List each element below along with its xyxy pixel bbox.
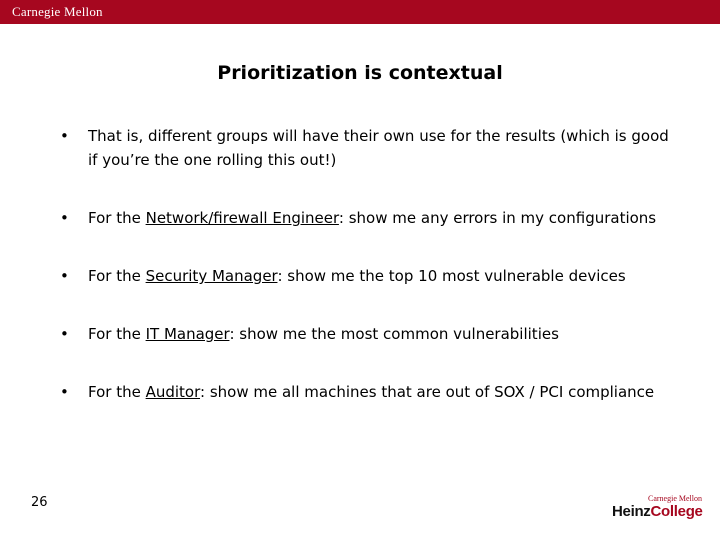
bullet-prefix: For the: [88, 267, 146, 285]
bullet-item: [60, 264, 680, 288]
bullet-marker: •: [60, 383, 69, 401]
heinz-logo-heinz: Heinz: [612, 503, 651, 520]
carnegie-mellon-logo: Carnegie Mellon: [12, 4, 103, 19]
bullet-suffix: : show me all machines that are out of SOX / PCI compliance: [200, 383, 655, 401]
role-it-manager: IT Manager: [145, 325, 230, 343]
role-security-manager: Security Manager: [145, 267, 278, 285]
slide-title: Prioritization is contextual: [217, 62, 503, 84]
bullet-item: [60, 124, 680, 172]
bullet-prefix: For the: [88, 383, 146, 401]
page-number: 26: [31, 495, 48, 510]
heinz-logo-cmu-text: Carnegie Mellon: [648, 494, 702, 503]
header-bar: [0, 0, 720, 24]
bullet-text: That is, different groups will have their own use for the results (which is good if you’re the one rolling this out!): [88, 127, 669, 169]
bullet-item: [60, 322, 680, 346]
bullet-marker: •: [60, 267, 69, 285]
bullet-item: [60, 380, 680, 404]
bullet-marker: •: [60, 325, 69, 343]
heinz-college-logo: [608, 494, 712, 526]
heinz-logo-wordmark: [612, 503, 703, 520]
bullet-suffix: : show me any errors in my configurations: [338, 209, 657, 227]
bullet-suffix: : show me the most common vulnerabilities: [229, 325, 559, 343]
bullet-prefix: For the: [88, 209, 146, 227]
heinz-logo-college: College: [650, 503, 703, 520]
role-auditor: Auditor: [145, 383, 201, 401]
bullet-prefix: For the: [88, 325, 146, 343]
bullet-list: [60, 124, 680, 404]
bullet-marker: •: [60, 209, 69, 227]
role-network-firewall-engineer: Network/firewall Engineer: [145, 209, 339, 227]
bullet-marker: •: [60, 127, 69, 145]
bullet-item: [60, 206, 680, 230]
bullet-suffix: : show me the top 10 most vulnerable devices: [277, 267, 626, 285]
